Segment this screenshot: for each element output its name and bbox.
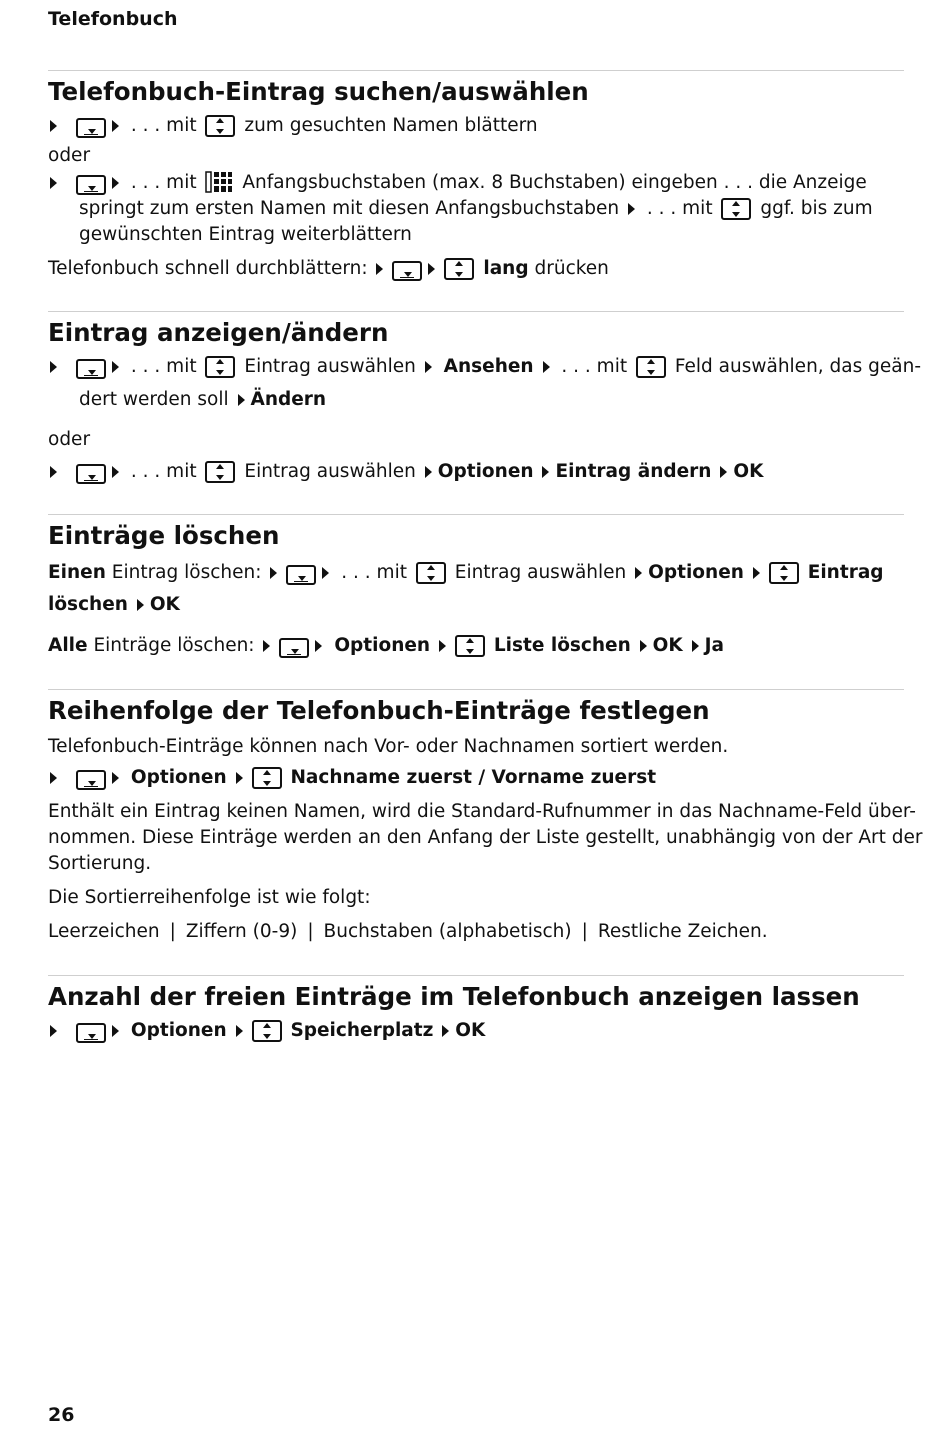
triangle-right-icon <box>635 567 642 579</box>
triangle-right-icon <box>640 640 647 652</box>
triangle-right-icon <box>442 1025 449 1037</box>
control-key-updown-icon <box>444 258 474 280</box>
step-text: . . . mit <box>130 461 197 482</box>
step-line <box>48 592 180 618</box>
softkey-phonebook-icon <box>76 770 106 790</box>
step-text: löschen <box>48 594 128 615</box>
softkey-phonebook-icon <box>76 464 106 484</box>
section-title: Eintrag anzeigen/ändern <box>48 318 389 347</box>
softkey-phonebook-icon <box>392 261 422 281</box>
step-line <box>79 196 873 222</box>
triangle-right-icon <box>50 361 57 373</box>
triangle-right-icon <box>112 361 119 373</box>
step-text: Optionen <box>130 767 227 788</box>
control-key-updown-icon <box>721 198 751 220</box>
step-text: Optionen <box>648 562 744 583</box>
step-text: springt zum ersten Namen mit diesen Anfangsbuchstaben <box>79 198 620 219</box>
triangle-right-icon <box>542 466 549 478</box>
triangle-right-icon <box>50 466 57 478</box>
step-text: . . . mit <box>130 172 197 193</box>
section-delete-entries <box>48 514 904 685</box>
step-line <box>48 633 724 659</box>
control-key-updown-icon <box>252 1020 282 1042</box>
step-text: Speicherplatz <box>290 1020 434 1041</box>
step-line <box>48 765 656 791</box>
control-key-updown-icon <box>205 461 235 483</box>
section-title: Anzahl der freien Einträge im Telefonbuch anzeigen lassen <box>48 982 860 1011</box>
section-title: Telefonbuch-Eintrag suchen/auswählen <box>48 77 589 106</box>
keypad-icon <box>205 171 233 193</box>
sort-order-item: Buchstaben (alphabetisch) <box>323 921 572 942</box>
step-text: Eintrag löschen: <box>111 562 262 583</box>
triangle-right-icon <box>236 1025 243 1037</box>
step-line <box>48 170 867 196</box>
step-line <box>48 459 763 485</box>
or-text: oder <box>48 429 91 450</box>
softkey-phonebook-icon <box>286 565 316 585</box>
step-text: Eintrag auswählen <box>454 562 627 583</box>
body-text: Sortierung. <box>48 853 152 874</box>
softkey-phonebook-icon <box>76 359 106 379</box>
step-line <box>48 560 884 586</box>
section-title: Reihenfolge der Telefonbuch-Einträge festlegen <box>48 696 710 725</box>
softkey-phonebook-icon <box>76 175 106 195</box>
separator: | <box>169 921 176 942</box>
step-line <box>48 113 538 139</box>
step-text: lang <box>483 258 529 279</box>
step-text: . . . mit <box>341 562 407 583</box>
triangle-right-icon <box>753 567 760 579</box>
sort-order-item: Leerzeichen <box>48 921 160 942</box>
step-text: Eintrag <box>807 562 884 583</box>
triangle-right-icon <box>315 640 322 652</box>
step-text: zum gesuchten Namen blättern <box>244 115 538 136</box>
step-text: Einen <box>48 562 106 583</box>
step-line <box>48 354 921 380</box>
step-text: ggf. bis zum <box>760 198 873 219</box>
step-text: Ansehen <box>443 356 534 377</box>
control-key-updown-icon <box>455 635 485 657</box>
step-text: . . . mit <box>646 198 713 219</box>
body-text: Die Sortierreihenfolge ist wie folgt: <box>48 887 371 908</box>
step-text: Eintrag auswählen <box>244 461 416 482</box>
triangle-right-icon <box>50 1025 57 1037</box>
triangle-right-icon <box>692 640 699 652</box>
triangle-right-icon <box>322 567 329 579</box>
section-title: Einträge löschen <box>48 521 280 550</box>
step-text: OK <box>455 1020 486 1041</box>
section-view-edit-entry <box>48 311 922 512</box>
control-key-updown-icon <box>416 562 446 584</box>
sort-order-item: Ziffern (0-9) <box>185 921 298 942</box>
triangle-right-icon <box>137 599 144 611</box>
softkey-phonebook-icon <box>76 1023 106 1043</box>
step-text: Optionen <box>334 635 431 656</box>
page-number: 26 <box>48 1404 75 1426</box>
sort-order-line <box>48 919 768 945</box>
triangle-right-icon <box>50 120 57 132</box>
triangle-right-icon <box>720 466 727 478</box>
control-key-updown-icon <box>205 356 235 378</box>
triangle-right-icon <box>238 394 245 406</box>
triangle-right-icon <box>425 466 432 478</box>
section-sort-order <box>48 689 923 970</box>
step-text: Eintrag ändern <box>555 461 712 482</box>
triangle-right-icon <box>428 263 435 275</box>
step-text: . . . mit <box>130 115 197 136</box>
triangle-right-icon <box>50 772 57 784</box>
triangle-right-icon <box>376 263 383 275</box>
step-text: Feld auswählen, das geän- <box>674 356 922 377</box>
triangle-right-icon <box>236 772 243 784</box>
step-text: Optionen <box>437 461 534 482</box>
sort-order-item: Restliche Zeichen. <box>597 921 768 942</box>
or-text: oder <box>48 145 91 166</box>
step-text: OK <box>652 635 683 656</box>
control-key-updown-icon <box>205 115 235 137</box>
control-key-updown-icon <box>636 356 666 378</box>
step-text: Nachname zuerst / Vorname zuerst <box>290 767 657 788</box>
section-search-entry <box>48 70 904 311</box>
body-text: Enthält ein Eintrag keinen Namen, wird die Standard-Rufnummer in das Nachname-Feld über- <box>48 801 916 822</box>
step-line <box>48 256 609 282</box>
step-text: Ändern <box>250 389 327 410</box>
triangle-right-icon <box>263 640 270 652</box>
triangle-right-icon <box>112 1025 119 1037</box>
triangle-right-icon <box>112 466 119 478</box>
step-line: gewünschten Eintrag weiterblättern <box>79 224 412 245</box>
triangle-right-icon <box>112 177 119 189</box>
step-text: . . . mit <box>561 356 628 377</box>
separator: | <box>581 921 588 942</box>
control-key-updown-icon <box>252 767 282 789</box>
step-text: Telefonbuch schnell durchblättern: <box>48 258 368 279</box>
step-text: Anfangsbuchstaben (max. 8 Buchstaben) eingeben . . . die Anzeige <box>242 172 867 193</box>
step-text: drücken <box>534 258 609 279</box>
triangle-right-icon <box>270 567 277 579</box>
body-text: Telefonbuch-Einträge können nach Vor- oder Nachnamen sortiert werden. <box>48 736 729 757</box>
step-line <box>79 387 326 413</box>
triangle-right-icon <box>543 361 550 373</box>
triangle-right-icon <box>628 203 635 215</box>
step-text: Alle <box>48 635 88 656</box>
section-free-entries <box>48 975 904 1066</box>
step-text: Einträge löschen: <box>93 635 255 656</box>
triangle-right-icon <box>112 772 119 784</box>
triangle-right-icon <box>439 640 446 652</box>
step-line <box>48 1018 485 1044</box>
softkey-phonebook-icon <box>76 118 106 138</box>
triangle-right-icon <box>50 177 57 189</box>
softkey-phonebook-icon <box>279 638 309 658</box>
separator: | <box>307 921 314 942</box>
step-text: Liste löschen <box>493 635 631 656</box>
step-text: OK <box>733 461 764 482</box>
control-key-updown-icon <box>769 562 799 584</box>
body-text: nommen. Diese Einträge werden an den Anfang der Liste gestellt, unabhängig von der Art der <box>48 827 923 848</box>
step-text: OK <box>149 594 180 615</box>
step-text: Optionen <box>130 1020 227 1041</box>
step-text: . . . mit <box>130 356 197 377</box>
running-header: Telefonbuch <box>48 8 178 30</box>
step-text: Eintrag auswählen <box>244 356 416 377</box>
triangle-right-icon <box>112 120 119 132</box>
triangle-right-icon <box>425 361 432 373</box>
step-text: dert werden soll <box>79 389 229 410</box>
step-text: Ja <box>704 635 724 656</box>
